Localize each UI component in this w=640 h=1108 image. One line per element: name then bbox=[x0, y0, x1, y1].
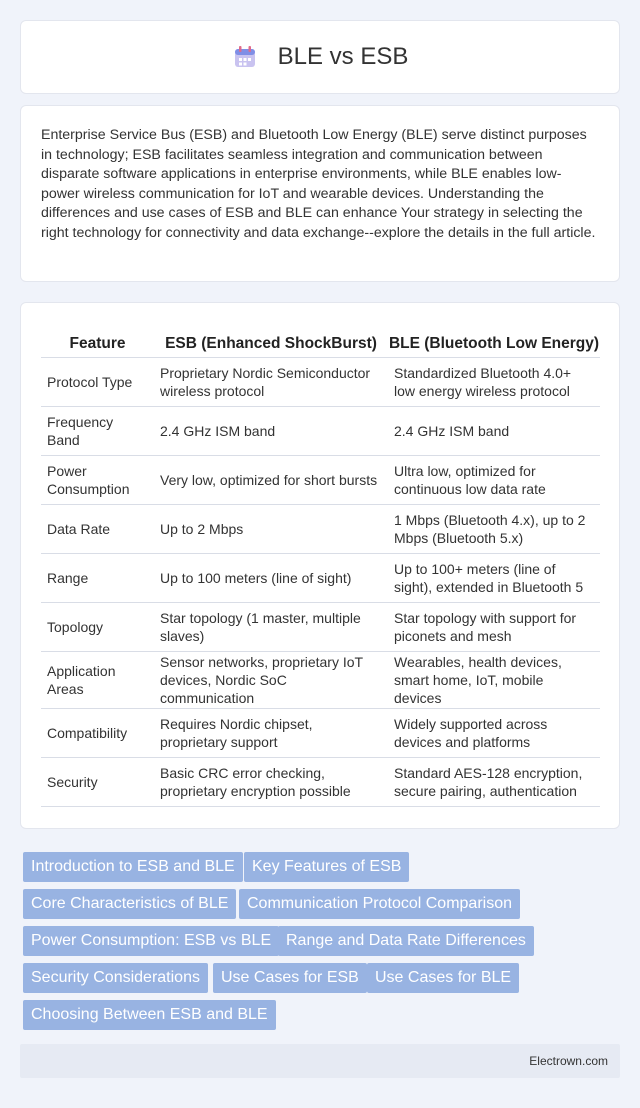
intro-card bbox=[20, 105, 620, 282]
header-esb: ESB (Enhanced ShockBurst) bbox=[154, 323, 388, 357]
ble-cell: Standardized Bluetooth 4.0+ low energy wireless protocol bbox=[388, 357, 600, 406]
table-row bbox=[41, 602, 600, 651]
tag-core-characteristics-ble[interactable]: Core Characteristics of BLE bbox=[23, 889, 236, 919]
table-row bbox=[41, 406, 600, 455]
ble-cell: Ultra low, optimized for continuous low data rate bbox=[388, 455, 600, 504]
tag-introduction[interactable]: Introduction to ESB and BLE bbox=[23, 852, 243, 882]
tag-range-data-rate[interactable]: Range and Data Rate Differences bbox=[278, 926, 534, 956]
esb-cell: Sensor networks, proprietary IoT devices, Nordic SoC communication bbox=[154, 651, 388, 708]
esb-cell: Up to 2 Mbps bbox=[154, 504, 388, 553]
tag-key-features-esb[interactable]: Key Features of ESB bbox=[244, 852, 409, 882]
tag-use-cases-esb[interactable]: Use Cases for ESB bbox=[213, 963, 367, 993]
ble-cell: Wearables, health devices, smart home, IoT, mobile devices bbox=[388, 651, 600, 708]
esb-cell: Very low, optimized for short bursts bbox=[154, 455, 388, 504]
tag-security[interactable]: Security Considerations bbox=[23, 963, 208, 993]
ble-cell: 2.4 GHz ISM band bbox=[388, 406, 600, 455]
page-title: BLE vs ESB bbox=[277, 43, 409, 70]
feature-cell: Range bbox=[41, 553, 154, 602]
table-row bbox=[41, 553, 600, 602]
ble-cell: Star topology with support for piconets and mesh bbox=[388, 602, 600, 651]
feature-cell: Frequency Band bbox=[41, 406, 154, 455]
ble-cell: Up to 100+ meters (line of sight), extended in Bluetooth 5 bbox=[388, 553, 600, 602]
header-feature: Feature bbox=[41, 323, 154, 357]
esb-cell: Requires Nordic chipset, proprietary support bbox=[154, 708, 388, 757]
feature-cell: Compatibility bbox=[41, 708, 154, 757]
esb-cell: Basic CRC error checking, proprietary encryption possible bbox=[154, 757, 388, 806]
tag-use-cases-ble[interactable]: Use Cases for BLE bbox=[367, 963, 519, 993]
header-ble: BLE (Bluetooth Low Energy) bbox=[388, 323, 600, 357]
ble-cell: Standard AES-128 encryption, secure pairing, authentication bbox=[388, 757, 600, 806]
table-row bbox=[41, 504, 600, 553]
tag-choosing[interactable]: Choosing Between ESB and BLE bbox=[23, 1000, 276, 1030]
footer bbox=[20, 1044, 620, 1078]
table-row bbox=[41, 708, 600, 757]
esb-cell: Star topology (1 master, multiple slaves) bbox=[154, 602, 388, 651]
feature-cell: Security bbox=[41, 757, 154, 806]
esb-cell: 2.4 GHz ISM band bbox=[154, 406, 388, 455]
comparison-table bbox=[41, 323, 600, 807]
ble-cell: 1 Mbps (Bluetooth 4.x), up to 2 Mbps (Bluetooth 5.x) bbox=[388, 504, 600, 553]
tag-protocol-comparison[interactable]: Communication Protocol Comparison bbox=[239, 889, 520, 919]
ble-cell: Widely supported across devices and platforms bbox=[388, 708, 600, 757]
feature-cell: Application Areas bbox=[41, 651, 154, 708]
intro-text: Enterprise Service Bus (ESB) and Bluetooth Low Energy (BLE) serve distinct purposes in technology; ESB facilitates seamless integration and communication between disparate software applications in enterprise environments, while BLE enables low-power wireless communication for IoT and wearable devices. Understanding the differences and use cases of ESB and BLE can enhance Your strategy in selecting the right technology for connectivity and data exchange--explore the details in the full article. bbox=[41, 127, 596, 241]
footer-site[interactable]: Electrown.com bbox=[529, 1054, 608, 1068]
table-row bbox=[41, 757, 600, 806]
comparison-table-card bbox=[20, 302, 620, 829]
table-header-row bbox=[41, 323, 600, 357]
title-card bbox=[20, 20, 620, 94]
feature-cell: Protocol Type bbox=[41, 357, 154, 406]
esb-cell: Up to 100 meters (line of sight) bbox=[154, 553, 388, 602]
table-row bbox=[41, 651, 600, 708]
table-row bbox=[41, 455, 600, 504]
table-row bbox=[41, 357, 600, 406]
esb-cell: Proprietary Nordic Semiconductor wireless protocol bbox=[154, 357, 388, 406]
tag-power-consumption[interactable]: Power Consumption: ESB vs BLE bbox=[23, 926, 279, 956]
feature-cell: Topology bbox=[41, 602, 154, 651]
feature-cell: Power Consumption bbox=[41, 455, 154, 504]
calendar-icon bbox=[232, 44, 258, 70]
feature-cell: Data Rate bbox=[41, 504, 154, 553]
